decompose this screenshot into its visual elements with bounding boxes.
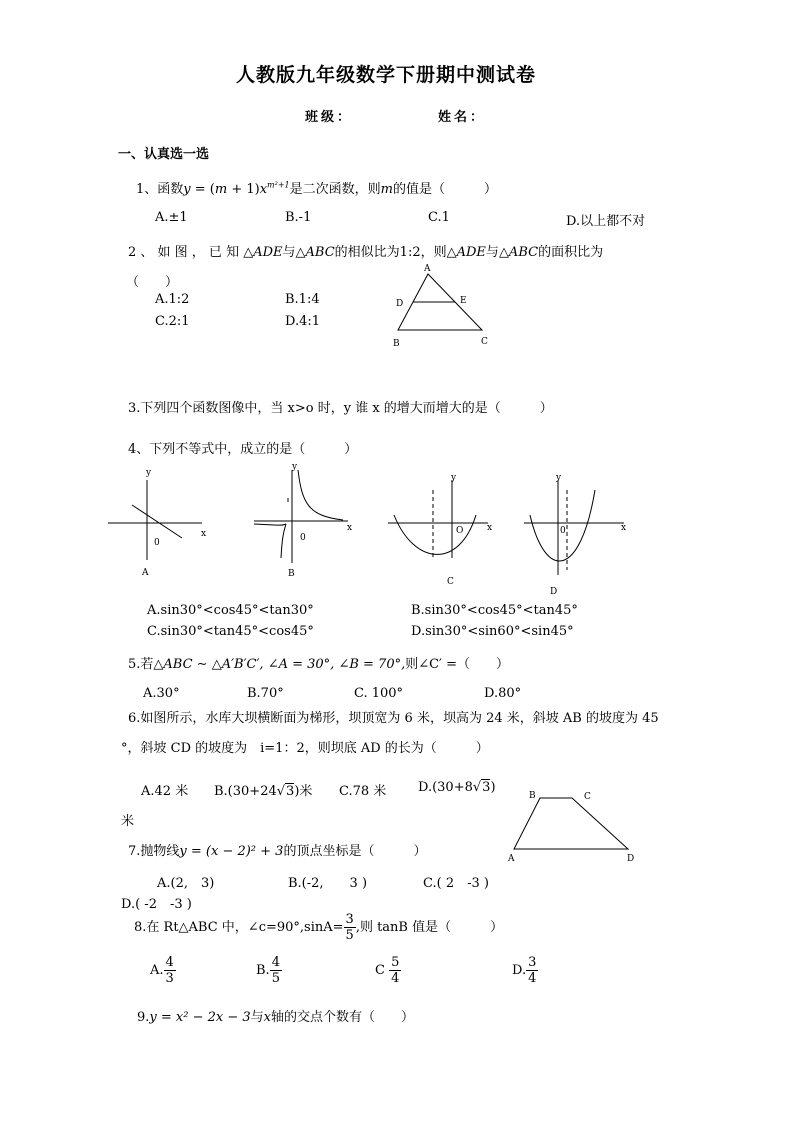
q2-label-b: B bbox=[393, 339, 400, 349]
q7-prefix: 7.抛物线 bbox=[128, 844, 180, 859]
q4a-x-label: x bbox=[201, 529, 207, 539]
q6-label-a: A bbox=[508, 854, 515, 864]
q4-graph-c bbox=[384, 470, 504, 590]
q4-graph-a bbox=[102, 460, 222, 580]
q4c-x-label: x bbox=[487, 523, 493, 533]
q7-suffix: 的顶点坐标是（ ） bbox=[283, 844, 427, 859]
question-7 bbox=[128, 840, 426, 859]
q6-option-d: D.(30+8√3) bbox=[418, 780, 496, 795]
q9-and: 与 bbox=[250, 1010, 264, 1025]
q6-line1: 6.如图所示，水库大坝横断面为梯形，坝顶宽为 6 米，坝高为 24 米，斜坡 AB 的坡度为 45 bbox=[128, 711, 659, 726]
q4c-origin: O bbox=[456, 526, 464, 536]
q2-triangle-abc-2: △ABC bbox=[498, 245, 539, 260]
section-title: 一、认真选一选 bbox=[118, 147, 210, 162]
q2-and: 与 bbox=[282, 245, 296, 260]
q4c-y-label: y bbox=[451, 473, 457, 483]
q7-expr: y = (x − 2)² + 3 bbox=[179, 844, 284, 859]
q4d-caption: D bbox=[550, 587, 558, 597]
q2-and-2: 与 bbox=[485, 245, 499, 260]
q8-option-d: D. $\frac{3}{4}$ bbox=[512, 955, 537, 986]
q2-text-a: 2 、 如 图 ， 已 知 bbox=[128, 245, 244, 260]
q1-x: x bbox=[259, 182, 268, 197]
q1-prefix: 1、函数 bbox=[136, 182, 184, 197]
q1-m: m bbox=[214, 182, 228, 197]
q9-prefix: 9. bbox=[137, 1010, 150, 1025]
q4-option-b: B.sin30°<cos45°<tan45° bbox=[411, 603, 578, 618]
q4-option-a: A.sin30°<cos45°<tan30° bbox=[147, 603, 314, 618]
q6-optd-b: ) bbox=[490, 780, 496, 795]
q4a-caption: A bbox=[142, 568, 149, 578]
q4-graph-b bbox=[248, 458, 368, 583]
q6-unit: 米 bbox=[121, 814, 135, 829]
q5-option-a: A.30° bbox=[143, 686, 180, 701]
q5-option-d: D.80° bbox=[484, 686, 522, 701]
q6-line2: °，斜坡 CD 的坡度为 i=1：2，则坝底 AD 的长为（ ） bbox=[121, 741, 489, 756]
q1-option-c: C.1 bbox=[428, 210, 450, 225]
q2-paren: （ ） bbox=[126, 275, 179, 290]
q8-option-c: C $\frac{5}{4}$ bbox=[375, 955, 400, 986]
q6-label-c: C bbox=[584, 792, 591, 802]
q7-option-c: C.( 2 -3 ) bbox=[423, 876, 489, 891]
q4b-origin: 0 bbox=[300, 533, 306, 543]
question-4: 4、下列不等式中，成立的是（ ） bbox=[128, 442, 358, 457]
q4b-x-label: x bbox=[347, 523, 353, 533]
q2-triangle-ade: △ADE bbox=[243, 245, 283, 260]
q2-text-b: 的相似比为1:2，则 bbox=[334, 245, 447, 260]
q2-option-a: A.1:2 bbox=[155, 292, 190, 307]
q4b-caption: B bbox=[288, 569, 295, 579]
q1-suffix: 是二次函数，则 bbox=[289, 182, 381, 197]
q2-option-b: B.1:4 bbox=[285, 292, 320, 307]
question-3: 3.下列四个函数图像中，当 x>o 时，y 谁 x 的增大而增大的是（ ） bbox=[128, 401, 553, 416]
q4-graph-d bbox=[520, 470, 640, 600]
q1-var: m bbox=[380, 182, 393, 197]
question-1 bbox=[136, 178, 497, 197]
q4-option-d: D.sin30°<sin60°<sin45° bbox=[411, 624, 574, 639]
q4c-caption: C bbox=[447, 577, 454, 587]
q8-option-b: B. $\frac{4}{5}$ bbox=[256, 955, 280, 986]
q6-optb-b: )米 bbox=[294, 784, 313, 799]
q4d-x-label: x bbox=[621, 523, 627, 533]
q2-option-c: C.2:1 bbox=[155, 314, 190, 329]
q1-option-b: B.-1 bbox=[285, 210, 312, 225]
question-8 bbox=[134, 912, 503, 943]
q7-option-b: B.(-2, 3 ) bbox=[288, 876, 368, 891]
q4a-y-label: y bbox=[146, 468, 152, 478]
q6-label-d: D bbox=[627, 854, 635, 864]
q6-label-b: B bbox=[529, 791, 536, 801]
q2-triangle-abc: △ABC bbox=[295, 245, 335, 260]
q2-label-e: E bbox=[460, 296, 467, 306]
q7-option-d: D.( -2 -3 ) bbox=[121, 897, 192, 912]
q4b-y-label: y bbox=[292, 462, 298, 472]
q2-triangle-figure bbox=[390, 260, 500, 350]
q1-option-a: A.±1 bbox=[155, 210, 188, 225]
q6-trapezoid-figure bbox=[500, 786, 650, 866]
q6-optd-root: 3 bbox=[482, 780, 491, 795]
question-5 bbox=[128, 653, 509, 672]
q5-option-c: C. 100° bbox=[354, 686, 404, 701]
q2-triangle-ade-2: △ADE bbox=[446, 245, 486, 260]
q4d-y-label: y bbox=[556, 473, 562, 483]
q8-fraction: $\frac{3}{5}$ bbox=[345, 912, 354, 943]
q4d-origin: 0 bbox=[560, 526, 566, 536]
q2-option-d: D.4:1 bbox=[285, 314, 321, 329]
q7-option-a: A.(2, 3) bbox=[157, 876, 215, 891]
q1-option-d: D.以上都不对 bbox=[566, 214, 646, 229]
q9-suffix: 轴的交点个数有（ ） bbox=[271, 1010, 415, 1025]
q6-optb-a: B.(30+24 bbox=[214, 784, 277, 799]
q6-option-b: B.(30+24√3)米 bbox=[214, 784, 313, 799]
question-9 bbox=[137, 1006, 414, 1025]
q1-plus: + 1) bbox=[227, 182, 260, 197]
q2-label-a: A bbox=[424, 264, 431, 274]
q6-option-a: A.42 米 bbox=[141, 784, 189, 799]
q6-option-c: C.78 米 bbox=[339, 784, 387, 799]
q5-suffix: 则∠C′ =（ ） bbox=[405, 657, 510, 672]
q2-text-c: 的面积比为 bbox=[538, 245, 604, 260]
page-title: 人教版九年级数学下册期中测试卷 bbox=[236, 64, 537, 86]
q1-eq: = ( bbox=[190, 182, 215, 197]
q8-suffix: ,则 tanB 值是（ ） bbox=[355, 920, 504, 935]
q8-prefix: 8.在 Rt△ABC 中，∠c=90°,sinA= bbox=[134, 920, 344, 935]
q6-optd-a: D.(30+8 bbox=[418, 780, 473, 795]
q1-exponent: m²+1 bbox=[267, 180, 290, 190]
q5-expr: △ABC ∼ △A′B′C′, ∠A = 30°, ∠B = 70°, bbox=[153, 657, 406, 672]
q6-optb-root: 3 bbox=[286, 784, 295, 799]
name-label: 姓名： bbox=[438, 110, 487, 125]
q5-option-b: B.70° bbox=[247, 686, 284, 701]
q4a-origin: 0 bbox=[154, 538, 160, 548]
q4-option-c: C.sin30°<tan45°<cos45° bbox=[147, 624, 314, 639]
class-label: 班级： bbox=[305, 110, 354, 125]
q9-var: x bbox=[263, 1010, 271, 1025]
question-2 bbox=[128, 241, 603, 260]
q1-y: y bbox=[183, 182, 191, 197]
q2-label-c: C bbox=[481, 337, 488, 347]
q2-label-d: D bbox=[396, 299, 404, 309]
q1-suffix2: 的值是（ ） bbox=[392, 182, 497, 197]
q9-expr: y = x² − 2x − 3 bbox=[149, 1010, 251, 1025]
q5-prefix: 5.若 bbox=[128, 657, 154, 672]
q8-option-a: A. $\frac{4}{3}$ bbox=[150, 955, 174, 986]
